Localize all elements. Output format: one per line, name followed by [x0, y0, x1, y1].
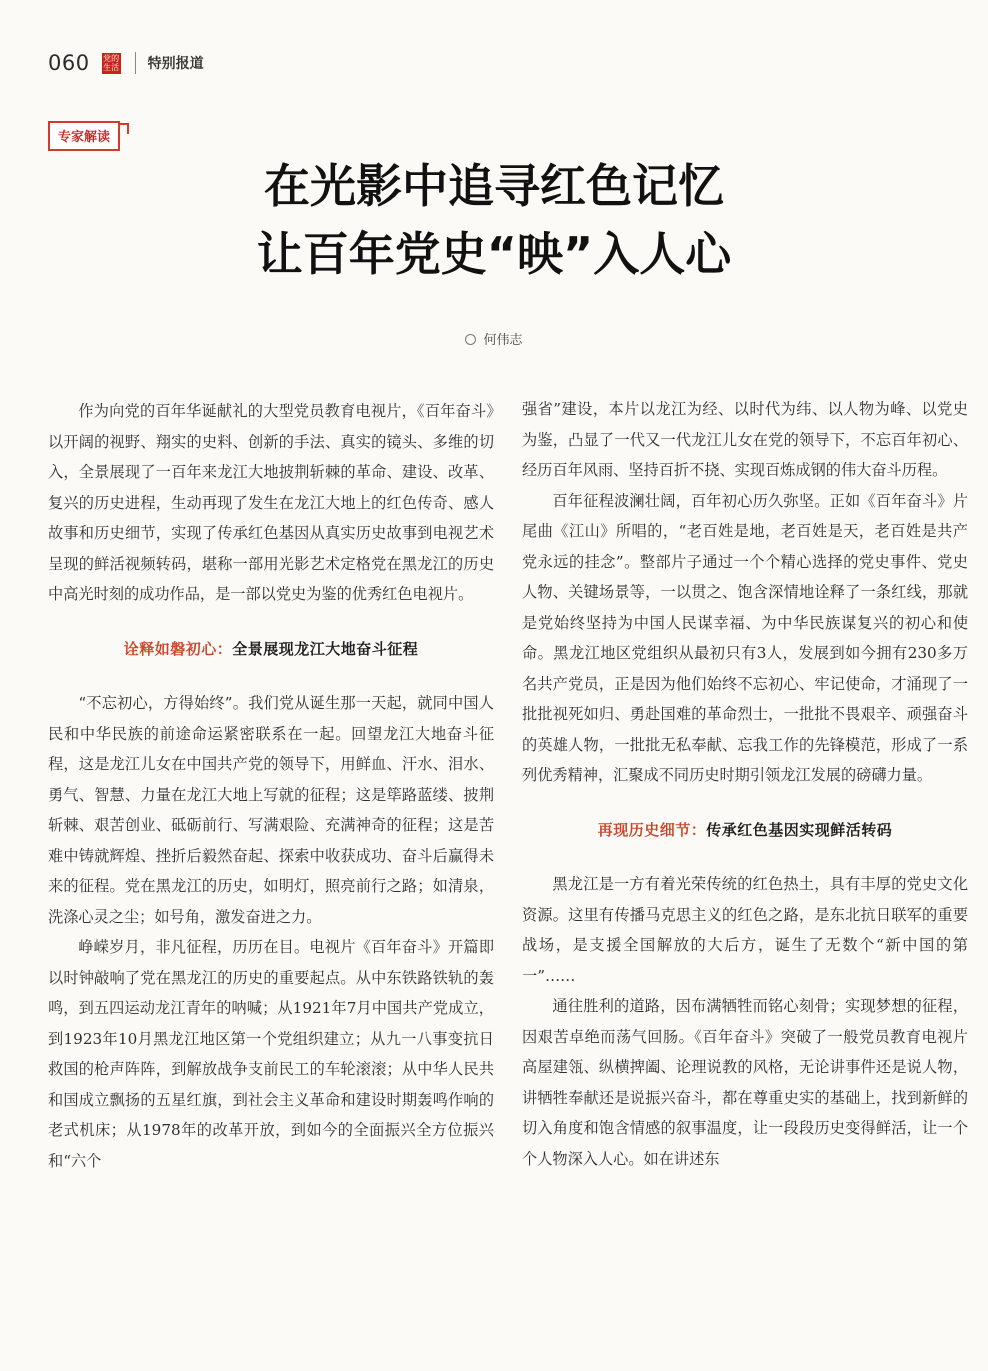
section-name: 特别报道 — [147, 56, 204, 72]
subheading-highlight: 再现历史细节： — [597, 820, 707, 839]
paragraph: 黑龙江是一方有着光荣传统的红色热土，具有丰厚的党史文化资源。这里有传播马克思主义的红色之路，是东北抗日联军的重要战场，是支援全国解放的大后方，诞生了无数个“新中国的第一”…… — [522, 875, 968, 985]
paragraph: 峥嵘岁月，非凡征程，历历在目。电视片《百年奋斗》开篇即以时钟敲响了党在黑龙江的历史的重要起点。从中东铁路铁轨的轰鸣，到五四运动龙江青年的呐喊；从1921年7月中国共产党成立，到1923年10月黑龙江地区第一个党组织建立；从九一八事变抗日救国的枪声阵阵，到解放战争支前民工的车轮滚滚；从中华人民共和国成立飘扬的五星红旗，到社会主义革命和建设时期轰鸣作响的老式机床；从1978年的改革开放，到如今的全面振兴全方位振兴和“六个 — [48, 938, 494, 1170]
left-column — [48, 396, 494, 1176]
subheading-1 — [48, 634, 494, 665]
subheading-highlight: 诠释如磐初心： — [123, 639, 233, 658]
subheading-text: 传承红色基因实现鲜活转码 — [706, 820, 893, 839]
paragraph: 强省”建设，本片以龙江为经、以时代为纬、以人物为峰、以党史为鉴，凸显了一代又一代龙江儿女在党的领导下，不忘百年初心、经历百年风雨、坚持百折不挠、实现百炼成钢的伟大奋斗历程。 — [522, 400, 968, 479]
circle-icon — [465, 334, 476, 345]
right-column — [522, 394, 968, 1174]
subheading-2 — [522, 815, 968, 846]
paragraph: 百年征程波澜壮阔，百年初心历久弥坚。正如《百年奋斗》片尾曲《江山》所唱的，“老百姓是地，老百姓是天，老百姓是共产党永远的挂念”。整部片子通过一个个精心选择的党史事件、党史人物、关键场景等，一以贯之、饱含深情地诠释了一条红线，那就是党始终坚持为中国人民谋幸福、为中华民族谋复兴的初心和使命。黑龙江地区党组织从最初只有3人，发展到如今拥有230多万名共产党员，正是因为他们始终不忘初心、牢记使命，才涌现了一批批视死如归、勇赴国难的革命烈士，一批批不畏艰辛、顽强奋斗的英雄人物，一批批无私奉献、忘我工作的先锋模范，形成了一系列优秀精神，汇聚成不同历史时期引领龙江发展的磅礴力量。 — [522, 491, 968, 784]
title-line-1: 在光影中追寻红色记忆 — [264, 159, 724, 213]
author-name: 何伟志 — [483, 333, 523, 348]
tag-decoration-icon — [118, 120, 130, 150]
paragraph: “不忘初心，方得始终”。我们党从诞生那一天起，就同中国人民和中华民族的前途命运紧密联系在一起。回望龙江大地奋斗征程，这是龙江儿女在中国共产党的领导下，用鲜血、汗水、泪水、勇气、智慧、力量在龙江大地上写就的征程；这是筚路蓝缕、披荆斩棘、艰苦创业、砥砺前行、写满艰险、充满神奇的征程；这是苦难中铸就辉煌、挫折后毅然奋起、探索中收获成功、奋斗后赢得未来的征程。党在黑龙江的历史，如明灯，照亮前行之路；如清泉，洗涤心灵之尘；如号角，激发奋进之力。 — [48, 694, 494, 926]
header-divider — [135, 52, 136, 74]
page-number: 060 — [48, 51, 90, 75]
article-title — [0, 152, 988, 288]
author-line — [0, 329, 988, 348]
subheading-text: 全景展现龙江大地奋斗征程 — [232, 639, 419, 658]
magazine-logo: 党的生活 — [103, 53, 120, 72]
paragraph: 作为向党的百年华诞献礼的大型党员教育电视片，《百年奋斗》以开阔的视野、翔实的史料、创新的手法、真实的镜头、多维的切入，全景展现了一百年来龙江大地披荆斩棘的革命、建设、改革、复兴的历史进程，生动再现了发生在龙江大地上的红色传奇、感人故事和历史细节，实现了传承红色基因从真实历史故事到电视艺术呈现的鲜活视频转码，堪称一部用光影艺术定格党在黑龙江的历史中高光时刻的成功作品，是一部以党史为鉴的优秀红色电视片。 — [48, 402, 494, 603]
paragraph: 通往胜利的道路，因布满牺牲而铭心刻骨；实现梦想的征程，因艰苦卓绝而荡气回肠。《百年奋斗》突破了一般党员教育电视片高屋建瓴、纵横捭阖、论理说教的风格，无论讲事件还是说人物，讲牺牲奉献还是说振兴奋斗，都在尊重史实的基础上，找到新鲜的切入角度和饱含情感的叙事温度，让一段段历史变得鲜活，让一个个人物深入人心。如在讲述东 — [522, 997, 968, 1168]
column-tag: 专家解读 — [48, 121, 120, 151]
page-header — [48, 48, 204, 78]
title-line-2: 让百年党史“映”入人心 — [256, 227, 732, 281]
